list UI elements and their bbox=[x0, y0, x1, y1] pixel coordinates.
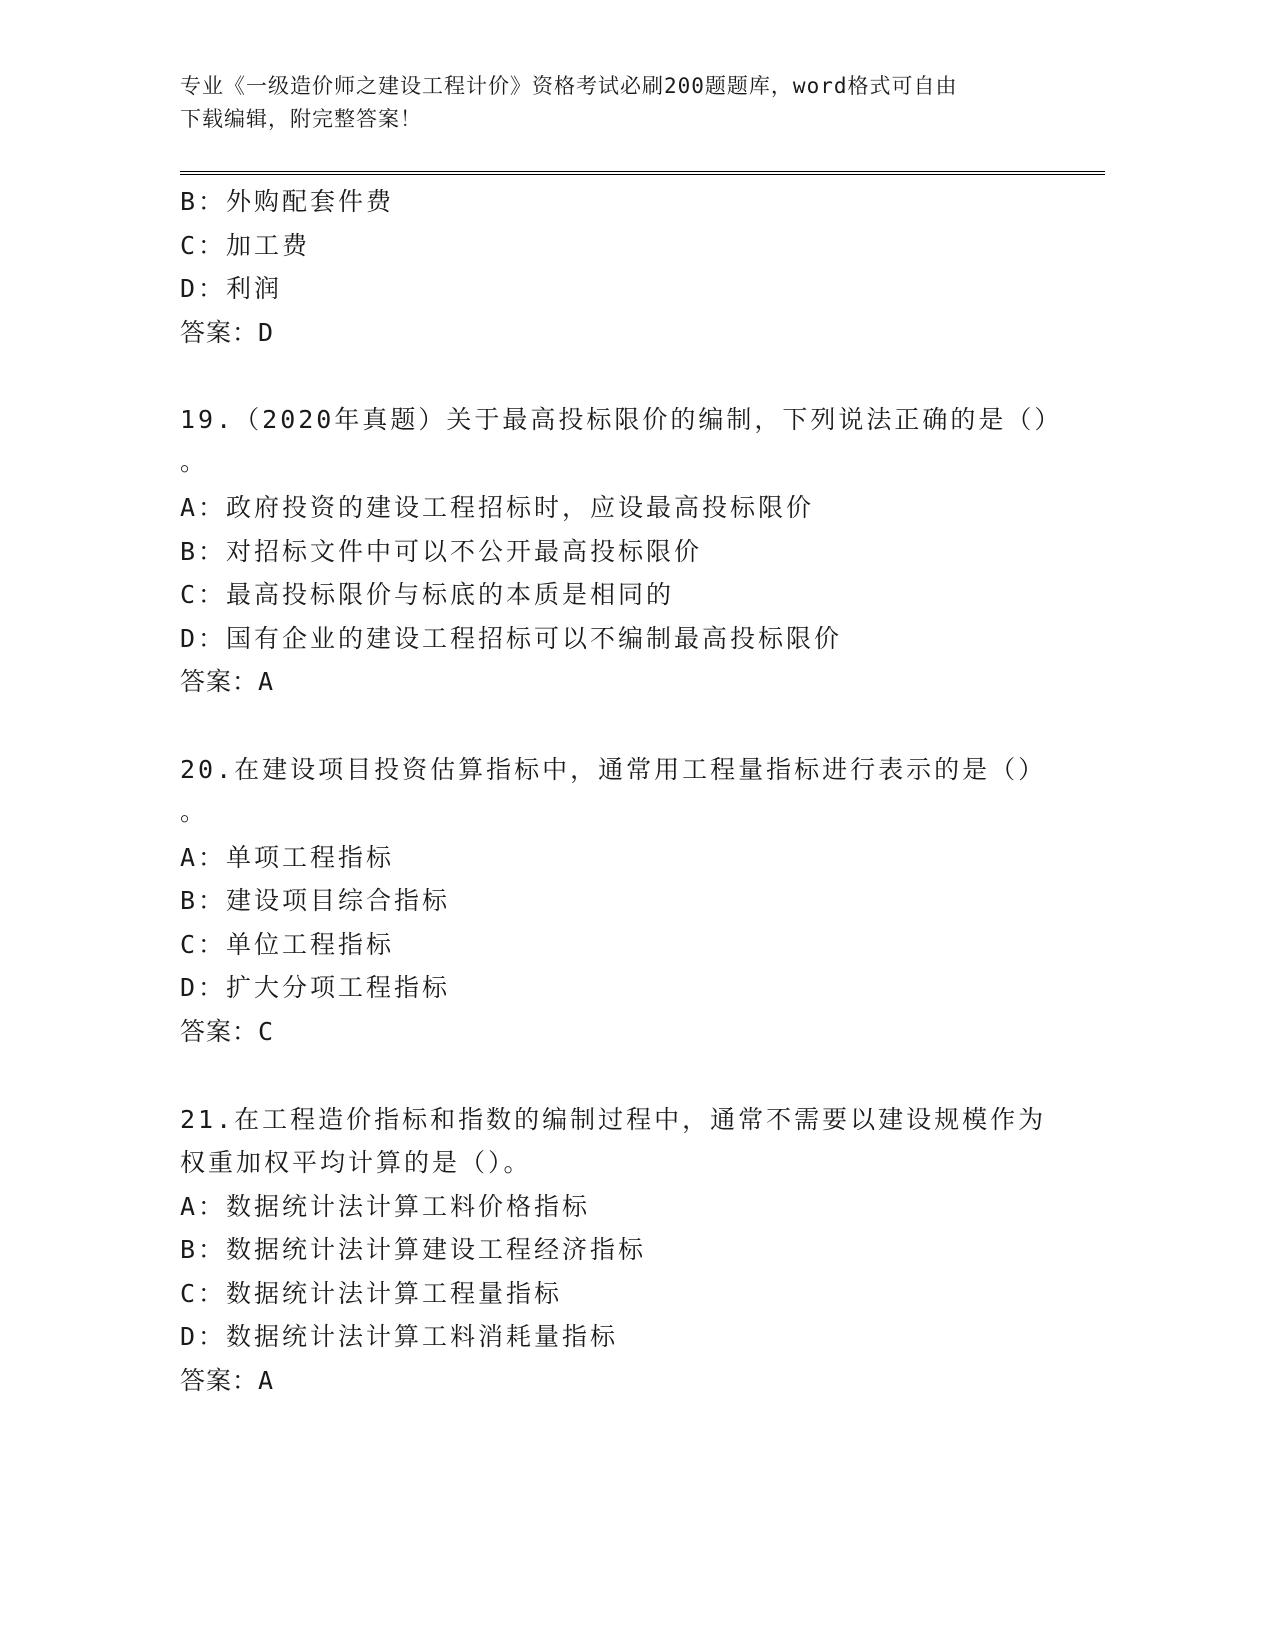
q21-stem-line-2: 权重加权平均计算的是（）。 bbox=[180, 1148, 532, 1178]
question-list bbox=[180, 180, 1080, 1403]
q20-option-b: B：建设项目综合指标 bbox=[180, 886, 451, 916]
q18-option-d: D：利润 bbox=[180, 274, 283, 304]
q19-option-c: C：最高投标限价与标底的本质是相同的 bbox=[180, 580, 675, 610]
q21-option-a: A：数据统计法计算工料价格指标 bbox=[180, 1191, 591, 1221]
q20-option-d: D：扩大分项工程指标 bbox=[180, 973, 451, 1003]
question-19 bbox=[180, 398, 1080, 704]
question-18-tail bbox=[180, 180, 1080, 354]
q20-stem-line-1: 20.在建设项目投资估算指标中，通常用工程量指标进行表示的是（） bbox=[180, 754, 1047, 784]
q19-answer: 答案：A bbox=[180, 667, 275, 697]
q21-answer: 答案：A bbox=[180, 1366, 275, 1396]
header-rule-bottom bbox=[180, 174, 1105, 175]
q19-option-b: B：对招标文件中可以不公开最高投标限价 bbox=[180, 536, 703, 566]
q21-stem-line-1: 21.在工程造价指标和指数的编制过程中，通常不需要以建设规模作为 bbox=[180, 1104, 1047, 1134]
q20-option-a: A：单项工程指标 bbox=[180, 842, 395, 872]
q19-stem-line-2: 。 bbox=[180, 446, 209, 476]
document-header bbox=[180, 70, 1080, 136]
question-20 bbox=[180, 748, 1080, 1054]
question-21 bbox=[180, 1098, 1080, 1403]
q18-answer: 答案：D bbox=[180, 317, 275, 347]
q19-stem-line-1: 19.（2020年真题）关于最高投标限价的编制，下列说法正确的是（） bbox=[180, 405, 1063, 435]
spacer bbox=[180, 704, 1080, 748]
spacer bbox=[180, 1054, 1080, 1098]
spacer bbox=[180, 354, 1080, 398]
q20-answer: 答案：C bbox=[180, 1016, 275, 1046]
header-rule-top bbox=[180, 171, 1105, 172]
q20-stem-line-2: 。 bbox=[180, 796, 209, 826]
q18-option-b: B：外购配套件费 bbox=[180, 187, 395, 216]
q20-option-c: C：单位工程指标 bbox=[180, 929, 395, 959]
q18-option-c: C：加工费 bbox=[180, 230, 311, 260]
q21-option-b: B：数据统计法计算建设工程经济指标 bbox=[180, 1235, 647, 1265]
q19-option-d: D：国有企业的建设工程招标可以不编制最高投标限价 bbox=[180, 623, 843, 653]
q21-option-c: C：数据统计法计算工程量指标 bbox=[180, 1278, 563, 1308]
header-line-2: 下载编辑，附完整答案！ bbox=[180, 107, 422, 131]
header-line-1: 专业《一级造价师之建设工程计价》资格考试必刷200题题库，word格式可自由 bbox=[180, 74, 958, 98]
q21-option-d: D：数据统计法计算工料消耗量指标 bbox=[180, 1322, 619, 1352]
q19-option-a: A：政府投资的建设工程招标时，应设最高投标限价 bbox=[180, 492, 815, 522]
